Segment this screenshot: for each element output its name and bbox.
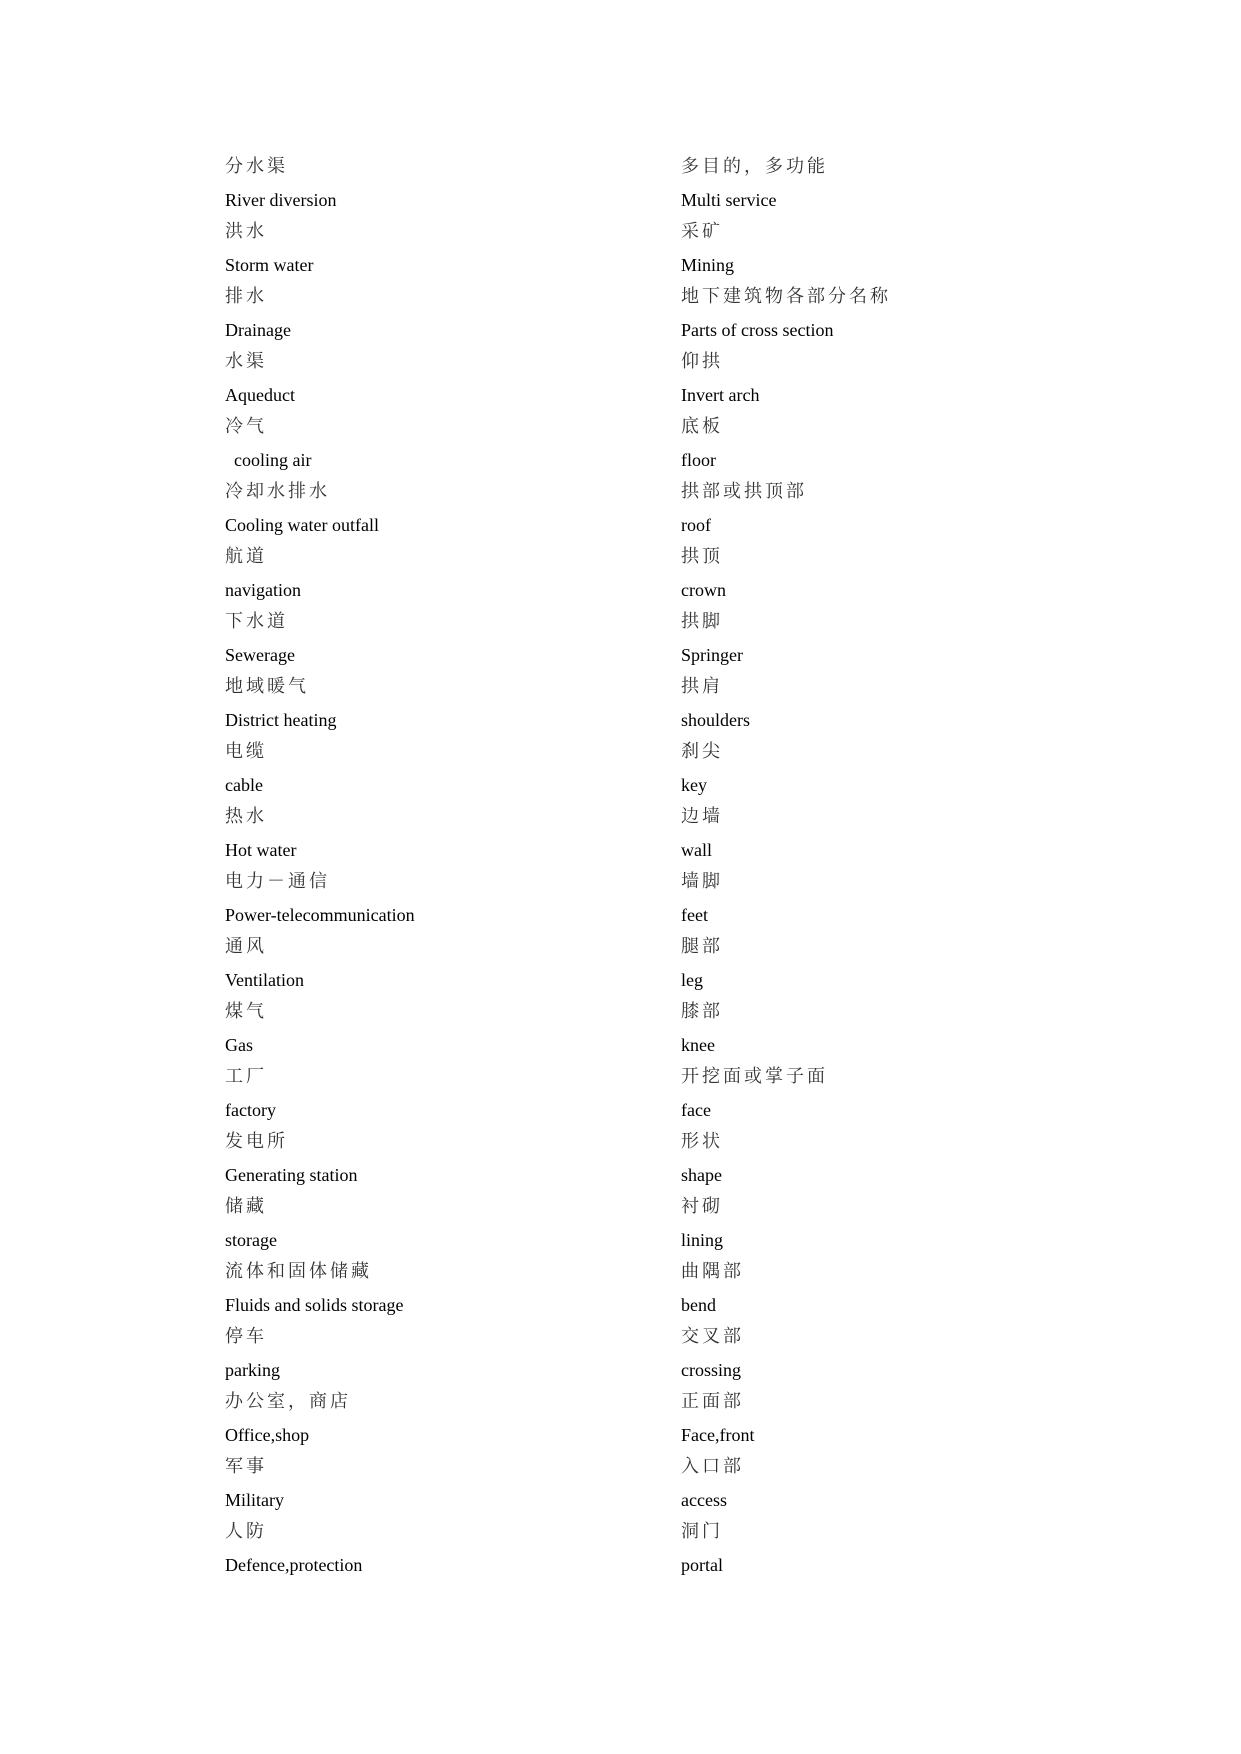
chinese-term: 地下建筑物各部分名称: [681, 286, 891, 307]
glossary-entry: [681, 411, 1101, 476]
english-term: Defence,protection: [225, 1554, 363, 1575]
glossary-entry: [681, 281, 1101, 346]
chinese-term: 办公室，商店: [225, 1391, 351, 1412]
glossary-entry: [225, 996, 645, 1061]
chinese-term: 仰拱: [681, 351, 723, 372]
chinese-term: 停车: [225, 1326, 267, 1347]
english-term: feet: [681, 904, 708, 925]
chinese-term: 军事: [225, 1456, 267, 1477]
english-term: Cooling water outfall: [225, 514, 379, 535]
chinese-term: 边墙: [681, 806, 723, 827]
glossary-entry: [225, 1516, 645, 1581]
english-term: Storm water: [225, 254, 314, 275]
chinese-term: 曲隅部: [681, 1261, 744, 1282]
chinese-term: 地域暖气: [225, 676, 309, 697]
english-term: Office,shop: [225, 1424, 310, 1445]
glossary-entry: [681, 1386, 1101, 1451]
english-term: Hot water: [225, 839, 297, 860]
english-term: key: [681, 774, 707, 795]
english-term: Generating station: [225, 1164, 358, 1185]
english-term: River diversion: [225, 189, 337, 210]
chinese-term: 形状: [681, 1131, 723, 1152]
glossary-column-right: [681, 151, 1101, 1581]
glossary-entry: [225, 1451, 645, 1516]
glossary-entry: [681, 996, 1101, 1061]
english-term: crossing: [681, 1359, 741, 1380]
glossary-entry: [681, 1321, 1101, 1386]
chinese-term: 下水道: [225, 611, 288, 632]
chinese-term: 洪水: [225, 221, 267, 242]
english-term: lining: [681, 1229, 724, 1250]
english-term: Sewerage: [225, 644, 295, 665]
chinese-term: 电力－通信: [225, 871, 330, 892]
chinese-term: 洞门: [681, 1521, 723, 1542]
glossary-entry: [225, 1191, 645, 1256]
glossary-entry: [681, 606, 1101, 671]
glossary-entry: [681, 1061, 1101, 1126]
chinese-term: 拱脚: [681, 611, 723, 632]
chinese-term: 膝部: [681, 1001, 723, 1022]
glossary-entry: [681, 1256, 1101, 1321]
english-term: crown: [681, 579, 726, 600]
glossary-entry: [681, 801, 1101, 866]
glossary-entry: [225, 541, 645, 606]
english-term: portal: [681, 1554, 723, 1575]
glossary-entry: [681, 736, 1101, 801]
glossary-entry: [225, 1386, 645, 1451]
chinese-term: 航道: [225, 546, 267, 567]
chinese-term: 冷却水排水: [225, 481, 330, 502]
chinese-term: 墙脚: [681, 871, 723, 892]
chinese-term: 煤气: [225, 1001, 267, 1022]
english-term: leg: [681, 969, 703, 990]
chinese-term: 水渠: [225, 351, 267, 372]
english-term: cable: [225, 774, 263, 795]
chinese-term: 流体和固体储藏: [225, 1261, 372, 1282]
english-term: Springer: [681, 644, 743, 665]
glossary-entry: [225, 1061, 645, 1126]
chinese-term: 排水: [225, 286, 267, 307]
english-term: Aqueduct: [225, 384, 295, 405]
glossary-entry: [681, 216, 1101, 281]
english-term: parking: [225, 1359, 280, 1380]
chinese-term: 刹尖: [681, 741, 723, 762]
glossary-entry: [681, 931, 1101, 996]
glossary-entry: [681, 1191, 1101, 1256]
english-term: Ventilation: [225, 969, 304, 990]
chinese-term: 电缆: [225, 741, 267, 762]
glossary-entry: [225, 151, 645, 216]
glossary-entry: [681, 346, 1101, 411]
english-term: knee: [681, 1034, 715, 1055]
chinese-term: 人防: [225, 1521, 267, 1542]
glossary-entry: [225, 1321, 645, 1386]
english-term: factory: [225, 1099, 276, 1120]
english-term: Parts of cross section: [681, 319, 834, 340]
glossary-entry: [681, 1126, 1101, 1191]
english-term: Invert arch: [681, 384, 760, 405]
english-term: Face,front: [681, 1424, 755, 1445]
english-term: storage: [225, 1229, 277, 1250]
chinese-term: 冷气: [225, 416, 267, 437]
english-term: navigation: [225, 579, 301, 600]
glossary-entry: [225, 866, 645, 931]
glossary-entry: [225, 346, 645, 411]
chinese-term: 开挖面或掌子面: [681, 1066, 828, 1087]
english-term: shape: [681, 1164, 722, 1185]
chinese-term: 工厂: [225, 1066, 267, 1087]
glossary-entry: [225, 1126, 645, 1191]
glossary-entry: [225, 671, 645, 736]
english-term: roof: [681, 514, 711, 535]
glossary-entry: [681, 151, 1101, 216]
glossary-entry: [225, 476, 645, 541]
chinese-term: 交叉部: [681, 1326, 744, 1347]
glossary-entry: [225, 606, 645, 671]
chinese-term: 储藏: [225, 1196, 267, 1217]
english-term: Military: [225, 1489, 284, 1510]
english-term: shoulders: [681, 709, 750, 730]
english-term: Drainage: [225, 319, 291, 340]
english-term: floor: [681, 449, 716, 470]
glossary-entry: [225, 411, 645, 476]
chinese-term: 分水渠: [225, 156, 288, 177]
chinese-term: 发电所: [225, 1131, 288, 1152]
glossary-entry: [681, 866, 1101, 931]
english-term: wall: [681, 839, 712, 860]
glossary-entry: [225, 931, 645, 996]
chinese-term: 入口部: [681, 1456, 744, 1477]
chinese-term: 采矿: [681, 221, 723, 242]
chinese-term: 拱肩: [681, 676, 723, 697]
glossary-entry: [681, 671, 1101, 736]
chinese-term: 通风: [225, 936, 267, 957]
english-term: bend: [681, 1294, 716, 1315]
chinese-term: 腿部: [681, 936, 723, 957]
english-term: Gas: [225, 1034, 253, 1055]
chinese-term: 衬砌: [681, 1196, 723, 1217]
glossary-entry: [225, 801, 645, 866]
glossary-entry: [225, 216, 645, 281]
chinese-term: 拱部或拱顶部: [681, 481, 807, 502]
chinese-term: 拱顶: [681, 546, 723, 567]
english-term: Fluids and solids storage: [225, 1294, 404, 1315]
english-term: Mining: [681, 254, 735, 275]
chinese-term: 多目的，多功能: [681, 156, 828, 177]
english-term: face: [681, 1099, 711, 1120]
english-term: Multi service: [681, 189, 777, 210]
glossary-entry: [681, 541, 1101, 606]
glossary-column-left: [225, 151, 645, 1581]
glossary-entry: [681, 1516, 1101, 1581]
glossary-entry: [681, 476, 1101, 541]
chinese-term: 热水: [225, 806, 267, 827]
chinese-term: 底板: [681, 416, 723, 437]
glossary-entry: [681, 1451, 1101, 1516]
glossary-entry: [225, 1256, 645, 1321]
english-term: District heating: [225, 709, 337, 730]
english-term: cooling air: [234, 449, 312, 470]
glossary-entry: [225, 281, 645, 346]
english-term: Power-telecommunication: [225, 904, 415, 925]
chinese-term: 正面部: [681, 1391, 744, 1412]
english-term: access: [681, 1489, 727, 1510]
glossary-entry: [225, 736, 645, 801]
